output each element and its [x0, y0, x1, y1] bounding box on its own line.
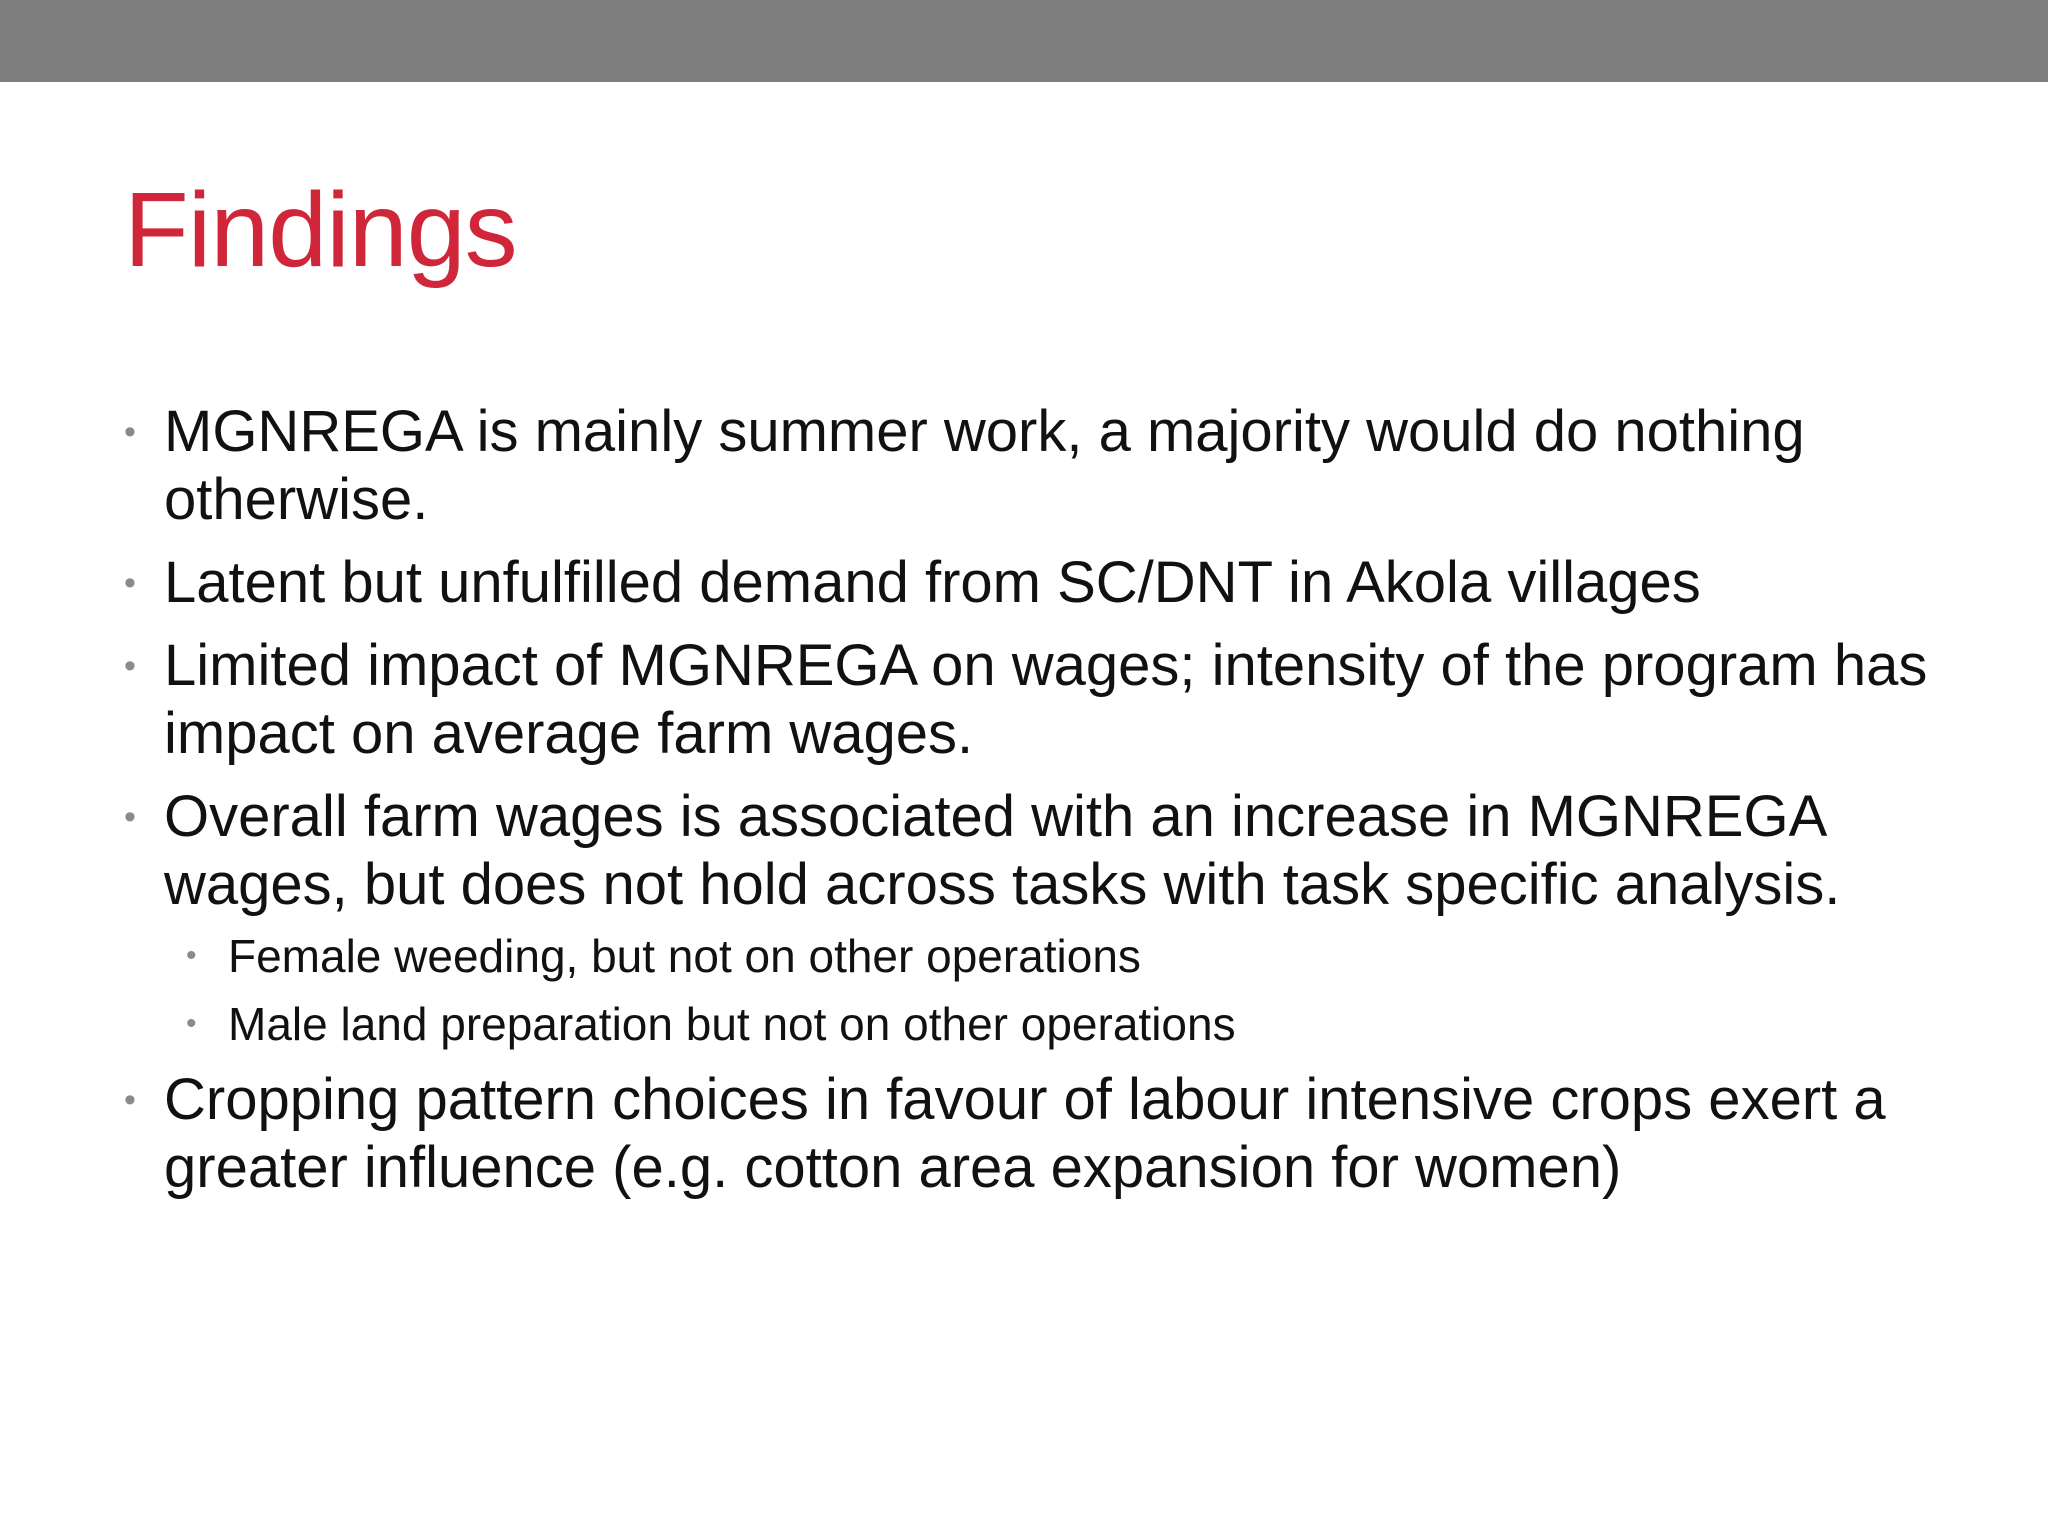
bullet-text: MGNREGA is mainly summer work, a majority would do nothing otherwise. [164, 399, 1805, 532]
bullet-item-latent-demand [124, 549, 1964, 617]
slide-top-bar [0, 0, 2048, 82]
sub-bullet-text: Male land preparation but not on other operations [228, 998, 1236, 1050]
bullet-item-summer-work [124, 398, 1964, 534]
bullet-text: Latent but unfulfilled demand from SC/DNT in Akola villages [164, 550, 1701, 615]
sub-bullet-female-weeding [186, 929, 1964, 983]
bullet-list [124, 398, 1964, 1217]
bullet-item-cropping-pattern [124, 1066, 1964, 1202]
bullet-item-farm-wages [124, 783, 1964, 1051]
sub-bullet-list [186, 929, 1964, 1051]
sub-bullet-text: Female weeding, but not on other operations [228, 930, 1141, 982]
bullet-text: Overall farm wages is associated with an increase in MGNREGA wages, but does not hold across tasks with task specific analysis. [164, 784, 1841, 917]
bullet-text: Cropping pattern choices in favour of labour intensive crops exert a greater influence (e.g. cotton area expansion for women) [164, 1067, 1886, 1200]
sub-bullet-male-land-preparation [186, 997, 1964, 1051]
bullet-text: Limited impact of MGNREGA on wages; intensity of the program has impact on average farm wages. [164, 633, 1928, 766]
slide-title: Findings [124, 171, 517, 289]
bullet-item-wage-impact [124, 632, 1964, 768]
